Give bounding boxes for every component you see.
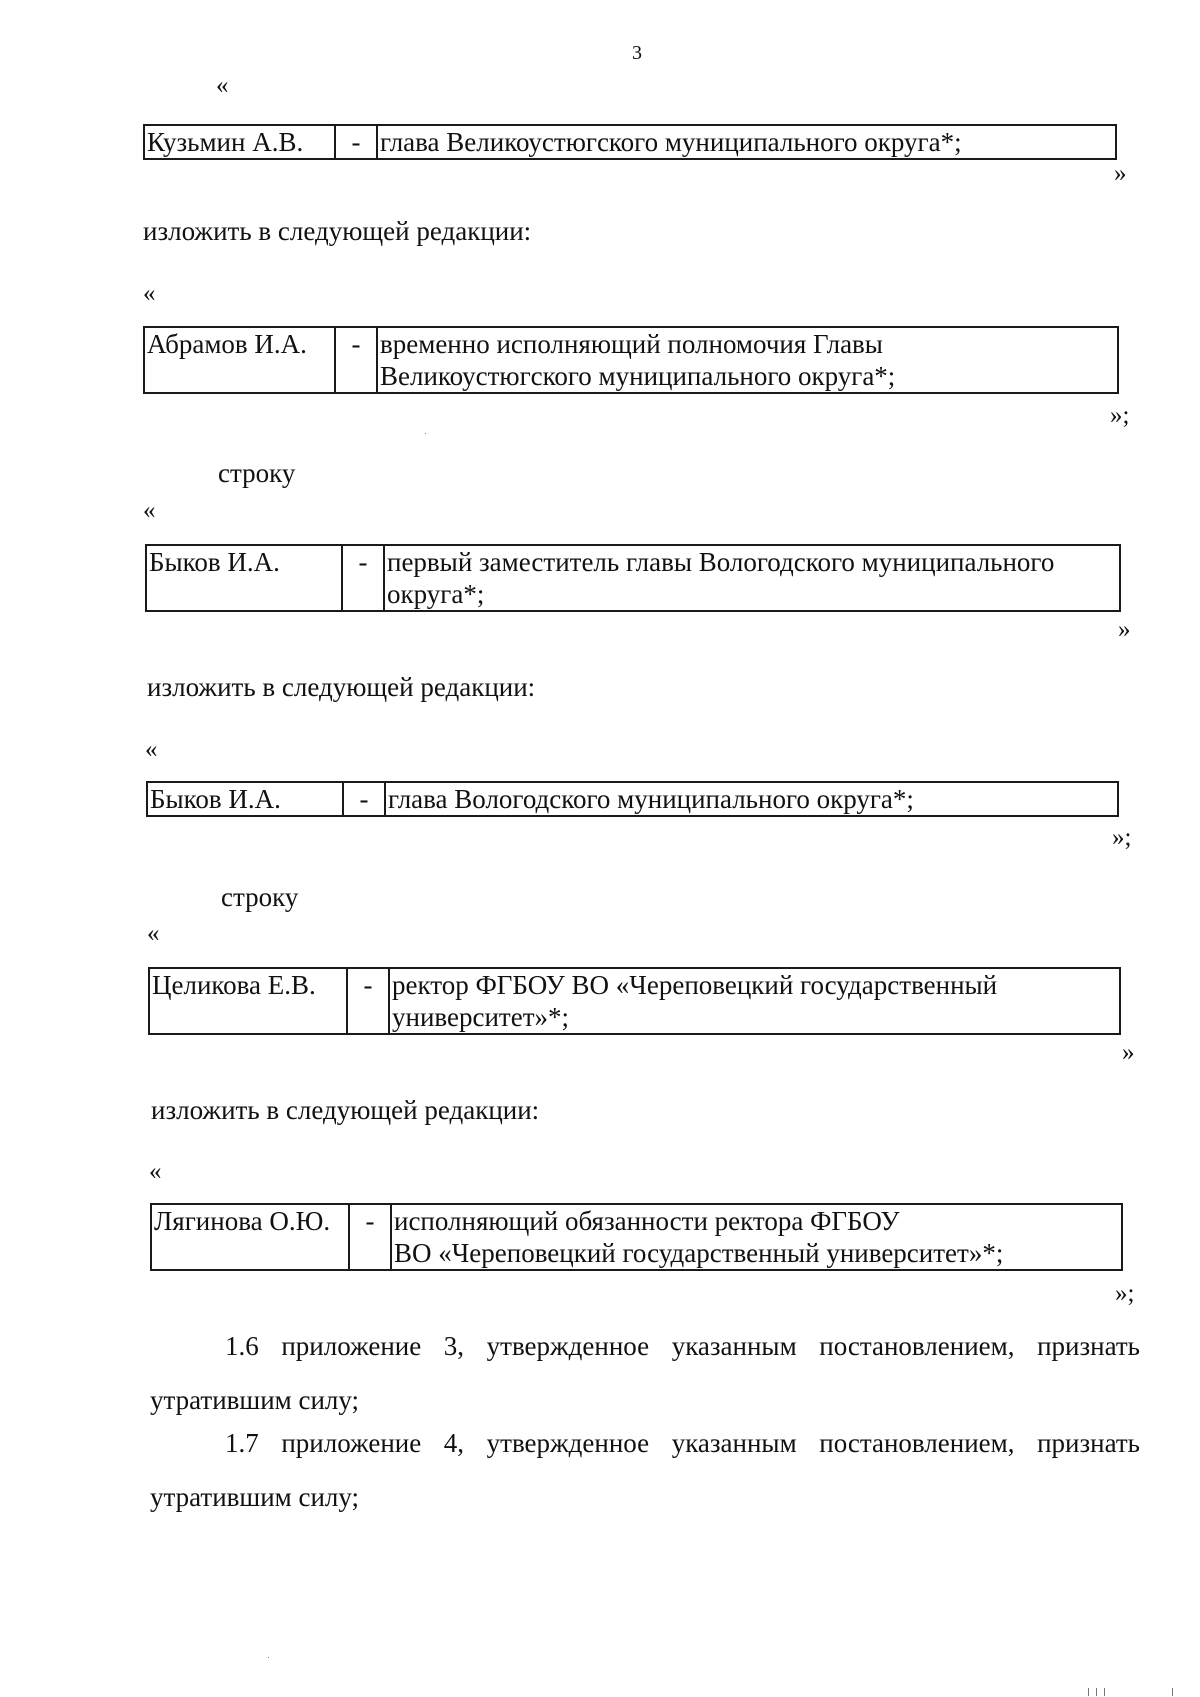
entry-dash: - <box>342 545 384 611</box>
open-quote: « <box>143 280 156 307</box>
entry-description: глава Вологодского муниципального округа*; <box>385 782 1118 816</box>
entry-description <box>391 1204 1122 1270</box>
scan-speck <box>268 1657 269 1658</box>
entry-description-line: ВО «Череповецкий государственный университет»*; <box>394 1238 1004 1268</box>
paragraph <box>150 1319 1140 1427</box>
paragraph-line: утратившим силу; <box>150 1482 360 1512</box>
scan-speck <box>1096 1688 1097 1696</box>
close-quote-semicolon: »; <box>1112 824 1132 851</box>
entry-table <box>146 781 1119 817</box>
paragraph <box>150 1416 1140 1524</box>
entry-name: Кузьмин А.В. <box>144 125 335 159</box>
entry-name: Быков И.А. <box>146 545 342 611</box>
paragraph-line: 1.7 приложение 4, утвержденное указанным постановлением, признать <box>225 1428 1140 1458</box>
scan-speck <box>1104 1688 1105 1696</box>
open-quote: « <box>149 1158 162 1185</box>
entry-description-line: исполняющий обязанности ректора ФГБОУ <box>394 1206 900 1236</box>
entry-description-line: временно исполняющий полномочия Главы <box>380 329 883 359</box>
entry-name: Абрамов И.А. <box>144 327 335 393</box>
entry-dash: - <box>349 1204 391 1270</box>
entry-dash: - <box>335 125 377 159</box>
entry-table <box>143 326 1119 394</box>
entry-description-line: университет»*; <box>392 1002 569 1032</box>
entry-table <box>150 1203 1123 1271</box>
paragraph-line: 1.6 приложение 3, утвержденное указанным постановлением, признать <box>225 1331 1140 1361</box>
entry-description-line: ректор ФГБОУ ВО «Череповецкий государственный <box>392 970 998 1000</box>
replace-phrase: изложить в следующей редакции: <box>143 216 532 246</box>
entry-description: глава Великоустюгского муниципального округа*; <box>377 125 1116 159</box>
entry-table <box>143 124 1117 160</box>
scan-speck <box>1088 1688 1089 1696</box>
scan-speck <box>425 433 426 434</box>
close-quote-semicolon: »; <box>1110 402 1130 429</box>
row-phrase: строку <box>218 458 296 488</box>
entry-dash: - <box>347 968 389 1034</box>
entry-description <box>377 327 1118 393</box>
entry-description-line: округа*; <box>387 579 485 609</box>
open-quote: « <box>216 72 229 99</box>
replace-phrase: изложить в следующей редакции: <box>151 1095 540 1125</box>
open-quote: « <box>145 736 158 763</box>
replace-phrase: изложить в следующей редакции: <box>147 672 536 702</box>
open-quote: « <box>143 497 156 524</box>
entry-description-line: Великоустюгского муниципального округа*; <box>380 361 896 391</box>
entry-dash: - <box>343 782 385 816</box>
entry-description-line: первый заместитель главы Вологодского муниципального <box>387 547 1055 577</box>
entry-name: Целикова Е.В. <box>149 968 347 1034</box>
row-phrase: строку <box>221 882 299 912</box>
page-number: 3 <box>632 42 642 64</box>
entry-table <box>148 967 1121 1035</box>
entry-dash: - <box>335 327 377 393</box>
paragraph-line: утратившим силу; <box>150 1385 360 1415</box>
close-quote: » <box>1122 1039 1135 1066</box>
entry-description <box>384 545 1120 611</box>
scan-speck <box>1172 1688 1173 1696</box>
close-quote: » <box>1114 160 1127 187</box>
close-quote: » <box>1118 616 1131 643</box>
entry-name: Быков И.А. <box>147 782 343 816</box>
entry-description <box>389 968 1120 1034</box>
entry-table <box>145 544 1121 612</box>
entry-name: Лягинова О.Ю. <box>151 1204 349 1270</box>
close-quote-semicolon: »; <box>1115 1280 1135 1307</box>
open-quote: « <box>147 920 160 947</box>
